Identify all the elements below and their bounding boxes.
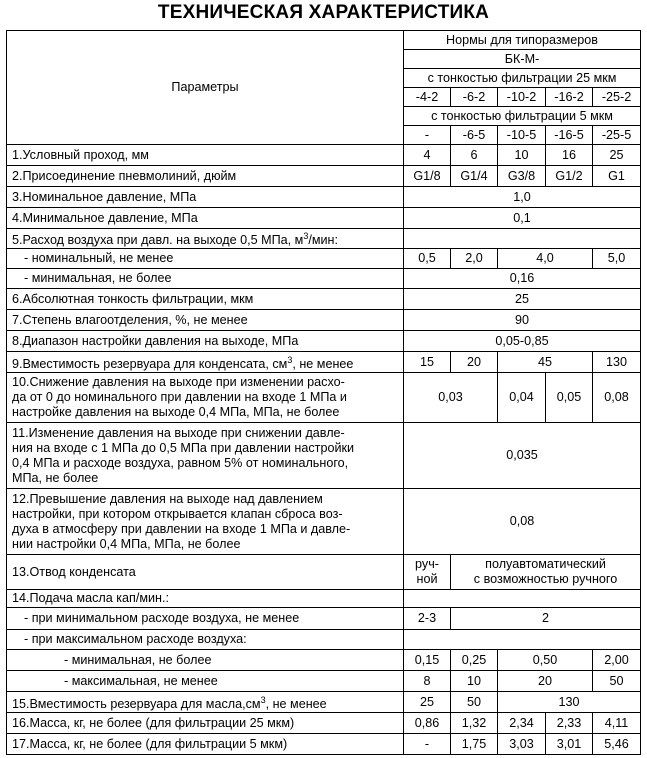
value-cell: 0,05 [546,373,593,423]
page-title: ТЕХНИЧЕСКАЯ ХАРАКТЕРИСТИКА [157,2,490,23]
value-cell: 8 [404,671,451,692]
value-cell: 2,0 [451,249,498,269]
norms-header: Нормы для типоразмеров [404,31,641,50]
size-cell: - [404,126,451,145]
value-cell: 3,03 [498,734,546,755]
value-cell: G1/4 [451,166,498,187]
size-cell: -10-2 [498,88,546,107]
value-cell: 16 [546,145,593,166]
value-cell: 0,16 [404,269,641,289]
row-sublabel [7,608,404,630]
value-cell: 15 [404,352,451,373]
value-cell: 0,05-0,85 [404,331,641,352]
value-cell: 25 [593,145,641,166]
row-label-line: 12.Превышение давления на выходе над давлением [12,491,323,506]
row-label [7,352,404,373]
value-cell: 0,04 [498,373,546,423]
row-label: 4.Минимальное давление, МПа [7,208,404,229]
row-label [7,423,404,489]
row-label-line: 11.Изменение давления на выходе при снижении давле- [12,425,345,440]
value-cell: 1,75 [451,734,498,755]
value-cell: 50 [451,692,498,713]
row-label [7,229,404,249]
value-cell: 2,00 [593,650,641,671]
value-cell: 6 [451,145,498,166]
row-label-text: 9.Вместимость резервуара для конденсата, см [12,356,288,371]
value-cell: 4,0 [498,249,593,269]
row-sublabel [7,249,404,269]
empty-cell [404,630,641,650]
value-cell: G1/2 [546,166,593,187]
value-cell: 20 [451,352,498,373]
size-cell: -6-2 [451,88,498,107]
value-cell: 10 [498,145,546,166]
row-label: 8.Диапазон настройки давления на выходе, МПа [7,331,404,352]
value-cell: 90 [404,310,641,331]
value-cell: 45 [498,352,593,373]
model-header: БК-М- [404,50,641,69]
row-label: 2.Присоединение пневмолиний, дюйм [7,166,404,187]
row-sublabel [7,269,404,289]
value-cell: 0,5 [404,249,451,269]
row-label-line: духа в атмосферу при давлении на входе 1 МПа и давле- [12,521,351,536]
value-cell: 0,08 [404,489,641,555]
row-sublabel-text: - минимальная, не более [64,652,212,667]
row-label: 14.Подача масла кап/мин.: [7,590,404,608]
value-cell: 0,1 [404,208,641,229]
value-cell: 2 [451,608,641,630]
row-label-text: , не менее [265,696,327,711]
value-line: ной [416,572,438,587]
value-cell: 0,03 [404,373,498,423]
row-label-line: да от 0 до номинального при давлении на входе 1 МПа и [12,390,347,405]
value-cell: 4 [404,145,451,166]
superscript: 3 [287,354,293,365]
row-label: 3.Номинальное давление, МПа [7,187,404,208]
value-cell: 25 [404,692,451,713]
value-cell [451,555,641,590]
row-sublabel-text: - минимальная, не более [24,271,172,286]
row-label-line: ния на входе с 1 МПа до 0,5 МПа при давлении настройки [12,440,355,455]
value-cell: 1,32 [451,713,498,734]
value-cell: 4,11 [593,713,641,734]
value-cell: 50 [593,671,641,692]
row-label: 6.Абсолютная тонкость фильтрации, мкм [7,289,404,310]
value-cell: 0,86 [404,713,451,734]
row-sublabel-text: - при максимальном расходе воздуха: [24,632,247,647]
row-label: 7.Степень влагоотделения, %, не менее [7,310,404,331]
value-line: полуавтоматический [485,557,606,572]
row-sublabel-text: - номинальный, не менее [24,251,174,266]
fine25-header: с тонкостью фильтрации 25 мкм [404,69,641,88]
empty-cell [404,229,641,249]
value-cell: 5,46 [593,734,641,755]
row-sublabel [7,650,404,671]
value-cell: 10 [451,671,498,692]
value-cell: 130 [498,692,641,713]
value-cell: G3/8 [498,166,546,187]
row-sublabel [7,630,404,650]
row-label: 16.Масса, кг, не более (для фильтрации 25 мкм) [7,713,404,734]
row-sublabel-text: - при минимальном расходе воздуха, не менее [24,611,300,626]
size-cell: -25-2 [593,88,641,107]
size-cell: -16-5 [546,126,593,145]
value-cell: 0,25 [451,650,498,671]
superscript: 3 [303,231,309,241]
row-label [7,692,404,713]
row-label-text: , не менее [292,356,354,371]
empty-cell [404,590,641,608]
value-cell: 3,01 [546,734,593,755]
size-cell: -10-5 [498,126,546,145]
value-cell: 0,035 [404,423,641,489]
value-cell: 2,33 [546,713,593,734]
size-cell: -4-2 [404,88,451,107]
row-label [7,489,404,555]
size-cell: -25-5 [593,126,641,145]
row-label: 1.Условный проход, мм [7,145,404,166]
row-label-line: 0,4 МПа и расходе воздуха, равном 5% от номинального, [12,455,349,470]
value-cell: G1/8 [404,166,451,187]
row-label [7,373,404,423]
row-label-text: /мин: [308,233,338,248]
params-header: Параметры [7,31,404,145]
row-label: 17.Масса, кг, не более (для фильтрации 5 мкм) [7,734,404,755]
value-cell: - [404,734,451,755]
row-label-line: настройки, при котором открывается клапан сброса воз- [12,506,343,521]
row-label-text: 5.Расход воздуха при давл. на выходе 0,5 МПа, м [12,233,304,248]
row-sublabel [7,671,404,692]
fine5-header: с тонкостью фильтрации 5 мкм [404,107,641,126]
row-label-text: 15.Вместимость резервуара для масла,см [12,696,261,711]
superscript: 3 [260,694,266,705]
value-cell: 0,15 [404,650,451,671]
value-cell: 20 [498,671,593,692]
value-cell: 2,34 [498,713,546,734]
spec-table [6,30,641,755]
row-label-line: настройке давления на выходе 0,4 МПа, МПа, не более [12,405,340,420]
value-cell: 2-3 [404,608,451,630]
size-cell: -16-2 [546,88,593,107]
value-cell: 1,0 [404,187,641,208]
value-line: с возможностью ручного [473,572,618,587]
value-cell: 130 [593,352,641,373]
value-cell: 0,08 [593,373,641,423]
row-label: 13.Отвод конденсата [7,555,404,590]
row-label-line: 10.Снижение давления на выходе при изменении расхо- [12,375,345,390]
row-sublabel-text: - максимальная, не менее [64,673,218,688]
value-cell: 0,50 [498,650,593,671]
value-cell: 25 [404,289,641,310]
size-cell: -6-5 [451,126,498,145]
value-cell: 5,0 [593,249,641,269]
value-cell: G1 [593,166,641,187]
value-line: руч- [415,557,439,572]
value-cell [404,555,451,590]
row-label-line: нии настройки 0,4 МПа, МПа, не более [12,536,241,551]
row-label-line: МПа, не более [12,470,99,485]
